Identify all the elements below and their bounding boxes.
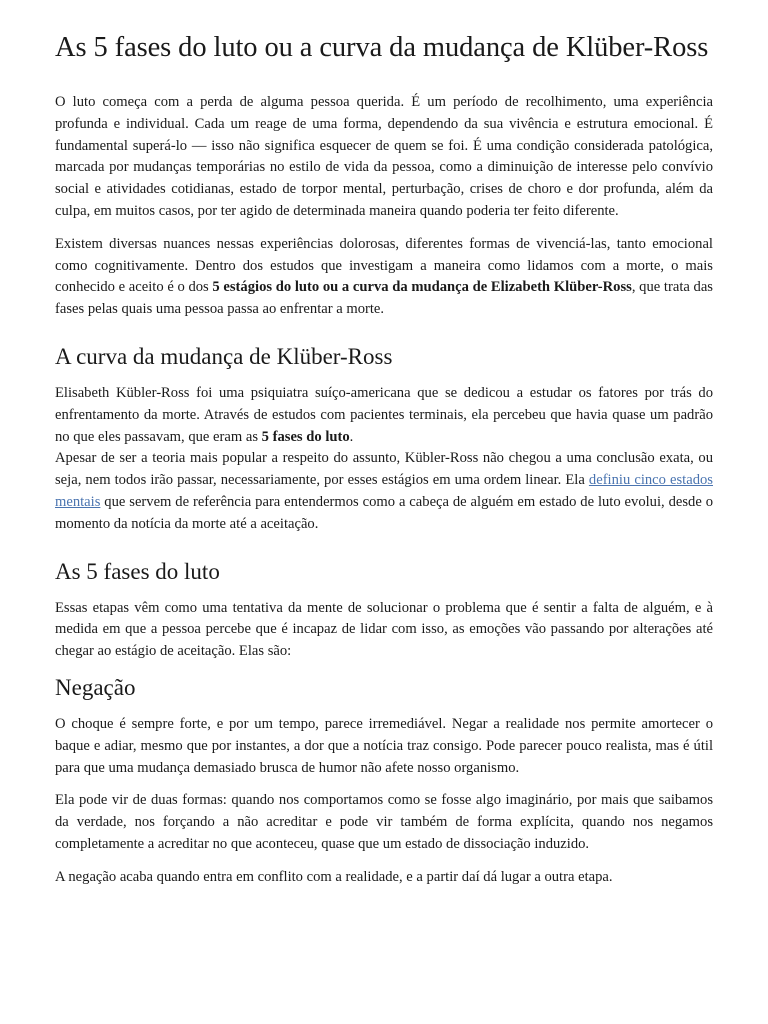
intro-paragraph-2-text-b: , que trata das fases pelas quais uma pessoa passa ao enfrentar a morte. [55, 279, 713, 318]
intro-paragraph-2-bold: 5 estágios do luto ou a curva da mudança de Elizabeth Klüber-Ross [212, 279, 632, 296]
curva-paragraph-2-text-a: Apesar de ser a teoria mais popular a respeito do assunto, Kübler-Ross não chegou a uma conclusão exata, ou seja, nem todos irão passar, necessariamente, por esses estágios em uma ordem linear. Ela [55, 450, 713, 489]
curva-paragraph-2-text-b: que servem de referência para entendermos como a cabeça de alguém em estado de luto evolui, desde o momento da notícia da morte até a aceitação. [55, 493, 713, 532]
section-heading-fases: As 5 fases do luto [55, 558, 220, 584]
curva-paragraph-1-text-a: Elisabeth Kübler-Ross foi uma psiquiatra suíço-americana que se dedicou a estudar os fatores por trás do enfrentamento da morte. Através de estudos com pacientes terminais, ela percebeu que havia quase um padrão no que eles passavam, que eram as [55, 384, 713, 445]
intro-paragraph-2-text-a: Existem diversas nuances nessas experiências dolorosas, diferentes formas de vivenciá-las, tanto emocional como cognitivamente. Dentro dos estudos que investigam a maneira como lidamos com a morte, o mais conhecido e aceito é o dos [55, 235, 713, 296]
definiu-cinco-estados-link[interactable]: definiu cinco estados mentais [55, 472, 713, 510]
curva-paragraph-2 [55, 448, 713, 535]
curva-paragraph-1-bold: 5 fases do luto [261, 428, 350, 445]
negacao-paragraph-3: A negação acaba quando entra em conflito com a realidade, e a partir daí dá lugar a outra etapa. [55, 868, 613, 885]
curva-paragraph-1-text-b: . [349, 428, 354, 445]
intro-paragraph-2 [55, 234, 713, 321]
section-heading-negacao: Negação [55, 674, 136, 700]
fases-paragraph-1: Essas etapas vêm como uma tentativa da mente de solucionar o problema que é sentir a falta de alguém, e à medida em que a pessoa percebe que é incapaz de lidar com isso, as emoções vão passando por alterações até chegar ao estágio de aceitação. Elas são: [55, 599, 713, 660]
section-heading-curva: A curva da mudança de Klüber-Ross [55, 343, 393, 369]
intro-paragraph-1: O luto começa com a perda de alguma pessoa querida. É um período de recolhimento, uma experiência profunda e individual. Cada um reage de uma forma, dependendo da sua vivência e estrutura emocional. É fundamental superá-lo — isso não significa esquecer de quem se foi. É uma condição considerada patológica, marcada por mudanças temporárias no estilo de vida da pessoa, como a diminuição de interesse pelo convívio social e atividades cotidianas, estado de torpor mental, perturbação, crises de choro e dor profunda, além da culpa, em muitos casos, por ter agido de determinada maneira quando poderia ter feito diferente. [55, 94, 713, 219]
curva-paragraph-1 [55, 383, 713, 448]
page-title: As 5 fases do luto ou a curva da mudança de Klüber-Ross [55, 32, 709, 63]
negacao-paragraph-2: Ela pode vir de duas formas: quando nos comportamos como se fosse algo imaginário, por mais que saibamos da verdade, nos forçando a não acreditar e pode vir também de forma explícita, quando nos negamos completamente a acreditar no que aconteceu, quase que um estado de dissociação induzido. [55, 792, 713, 852]
negacao-paragraph-1: O choque é sempre forte, e por um tempo, parece irremediável. Negar a realidade nos permite amortecer o baque e adiar, mesmo que por instantes, a dor que a notícia traz consigo. Pode parecer pouco realista, mas é útil para que uma mudança demasiado brusca de humor não afete nosso organismo. [55, 715, 713, 776]
